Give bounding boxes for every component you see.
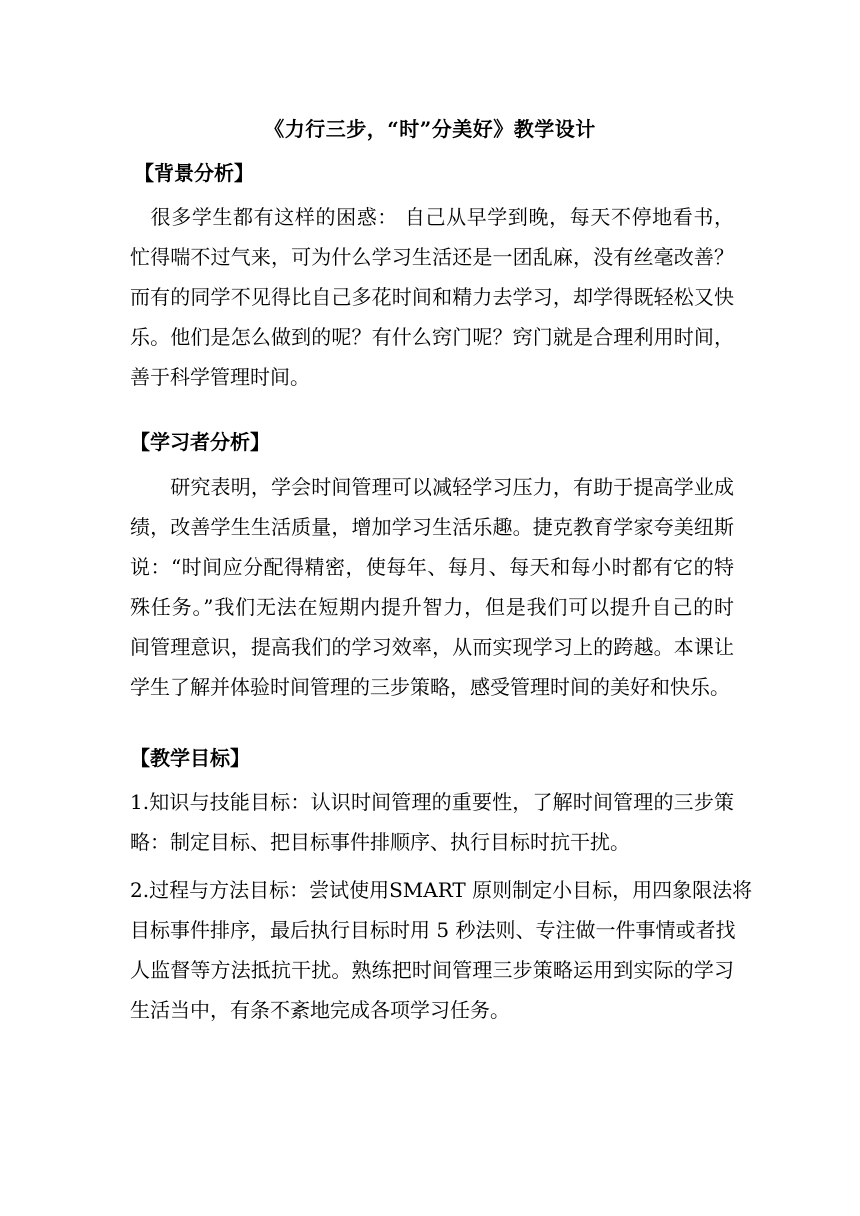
document-title: 《力行三步，“时”分美好》教学设计 — [264, 117, 596, 141]
text-line: 忙得喘不过气来，可为什么学习生活还是一团乱麻，没有丝毫改善？ — [130, 245, 734, 269]
section-heading-learner: 【学习者分析】 — [130, 430, 270, 454]
text-line: 人监督等方法抵抗干扰。熟练把时间管理三步策略运用到实际的学习 — [130, 958, 734, 982]
text-line: 间管理意识，提高我们的学习效率，从而实现学习上的跨越。本课让 — [130, 635, 734, 659]
section-heading-background: 【背景分析】 — [134, 161, 254, 185]
objective-2-paragraph — [130, 870, 753, 1030]
text-line: 绩，改善学生生活质量，增加学习生活乐趣。捷克教育学家夸美纽斯 — [130, 515, 734, 539]
objective-1-paragraph — [130, 782, 734, 862]
learner-paragraph — [130, 467, 734, 707]
text-line: 研究表明，学会时间管理可以减轻学习压力，有助于提高学业成 — [130, 475, 734, 499]
text-line: 学生了解并体验时间管理的三步策略，感受管理时间的美好和快乐。 — [130, 675, 730, 699]
text-line: 殊任务。”我们无法在短期内提升智力，但是我们可以提升自己的时 — [130, 595, 734, 619]
text-line: 善于科学管理时间。 — [130, 365, 310, 389]
text-line: 1.知识与技能目标：认识时间管理的重要性，了解时间管理的三步策 — [130, 790, 734, 814]
background-paragraph — [130, 197, 734, 397]
text-line: 生活当中，有条不紊地完成各项学习任务。 — [130, 998, 510, 1022]
text-line: 目标事件排序，最后执行目标时用 5 秒法则、专注做一件事情或者找 — [130, 918, 736, 942]
text-line: 2.过程与方法目标：尝试使用SMART 原则制定小目标，用四象限法将 — [130, 878, 753, 902]
text-line: 略：制定目标、把目标事件排顺序、执行目标时抗干扰。 — [130, 830, 630, 854]
text-line: 而有的同学不见得比自己多花时间和精力去学习，却学得既轻松又快 — [130, 285, 734, 309]
text-line: 乐。他们是怎么做到的呢？有什么窍门呢？窍门就是合理利用时间， — [130, 325, 734, 349]
text-line: 说：“时间应分配得精密，使每年、每月、每天和每小时都有它的特 — [130, 555, 734, 579]
section-heading-objectives: 【教学目标】 — [130, 746, 250, 770]
text-line: 很多学生都有这样的困惑： 自己从早学到晚，每天不停地看书， — [130, 205, 734, 229]
